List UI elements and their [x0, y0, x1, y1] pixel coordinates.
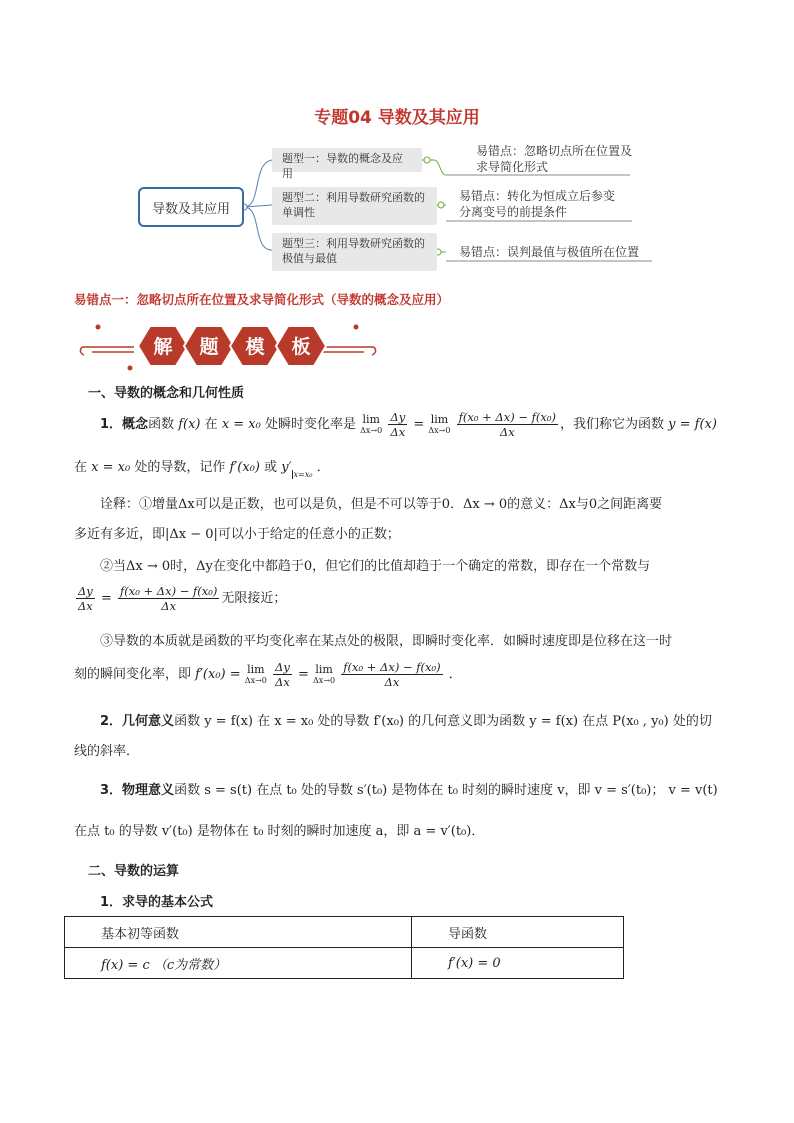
- note-c-limit-1-sub: Δx→0: [244, 675, 267, 685]
- note-c-line1: ③导数的本质就是函数的平均变化率在某点处的极限，即瞬时变化率．如瞬时速度即是位移在这一时: [100, 634, 673, 649]
- table-header-derivative: 导函数: [412, 917, 624, 948]
- fraction-dy: Δy: [390, 410, 406, 424]
- note-b-tail: 无限接近；: [221, 591, 287, 606]
- limit-1-sub: Δx→0: [360, 425, 383, 435]
- template-banner: [78, 318, 378, 374]
- banner-char-4: 板: [291, 336, 311, 358]
- concept-yprime: y′: [281, 460, 292, 475]
- geometry-num: 2．: [100, 714, 123, 729]
- mindmap-topic-2-line2: 单调性: [282, 206, 315, 219]
- note-c-dx: Δx: [275, 675, 290, 689]
- concept-or: 或: [264, 460, 278, 475]
- mindmap-note-1-line2: 求导简化形式: [476, 160, 549, 174]
- physics-text: 函数 s = s(t) 在点 t₀ 处的导数 s′(t₀) 是物体在 t₀ 时刻的瞬时速度 v，即 v = s′(t₀)； v = v(t): [174, 783, 718, 798]
- banner-char-3: 模: [245, 336, 265, 358]
- mindmap-topic-3: [272, 233, 437, 271]
- page-title: 专题04 导数及其应用: [314, 108, 480, 128]
- note-c-fraction-quotient: [341, 660, 442, 689]
- fraction-dy-dx: [388, 410, 407, 439]
- note-c-eq2: =: [297, 667, 309, 682]
- mindmap-note-3: 易错点：误判最值与极值所在位置: [459, 245, 640, 259]
- physics-line-2: 在点 t₀ 的导数 v′(t₀) 是物体在 t₀ 时刻的瞬时加速度 a，即 a = v′(t₀)．: [74, 824, 485, 839]
- concept-fprime: f′(x₀): [229, 460, 260, 475]
- limit-2-sub: Δx→0: [428, 425, 451, 435]
- limit-1: [360, 414, 382, 436]
- concept-t6: 处的导数，记作: [134, 460, 226, 475]
- concept-num: 1．: [100, 417, 123, 432]
- concept-t1: 函数: [148, 417, 175, 432]
- table-row: [65, 948, 624, 979]
- note-c-limit-2-text: lim: [315, 662, 333, 676]
- error-point-heading: 易错点一：忽略切点所在位置及求导简化形式（导数的概念及应用）: [74, 292, 450, 307]
- table-cell-function: f(x) = c （c为常数）: [65, 948, 412, 979]
- geometry-line-2: 线的斜率．: [74, 744, 140, 759]
- note-b-line1: ②当Δx → 0时，Δy在变化中都趋于0，但它们的比值却趋于一个确定的常数，即存在一个常数与: [100, 559, 651, 574]
- note-c-limit-1-text: lim: [247, 662, 265, 676]
- note-a-line1: 诠释：①增量Δx可以是正数，也可以是负，但是不可以等于0．Δx → 0的意义：Δx与0之间距离要: [100, 497, 663, 512]
- note-c-fraction-dy-dx: [273, 660, 292, 689]
- note-c-dy: Δy: [275, 660, 290, 674]
- limit-1-text: lim: [362, 412, 380, 426]
- note-b-eq: =: [100, 591, 112, 606]
- concept-end: ．: [316, 460, 330, 475]
- concept-eval-sub: x=x₀: [293, 470, 313, 479]
- geometry-line-1: [100, 712, 740, 732]
- table-header-function: 基本初等函数: [65, 917, 412, 948]
- mindmap-note-1-line1: 易错点：忽略切点所在位置及: [476, 144, 633, 158]
- mindmap-note-1: [476, 143, 632, 175]
- note-b-fraction-dy-dx: [76, 584, 95, 613]
- note-c-line2: [74, 660, 734, 689]
- concept-x-eq-x0-2: x = x₀: [91, 460, 131, 475]
- concept-t3: 处瞬时变化率是: [265, 417, 357, 432]
- concept-x-eq-x0: x = x₀: [221, 417, 261, 432]
- concept-eq: =: [413, 417, 425, 432]
- mindmap-topic-3-line1: 题型三：利用导数研究函数的: [282, 237, 425, 250]
- note-b-numerator: f(x₀ + Δx) − f(x₀): [120, 584, 218, 598]
- banner-char-2: 题: [199, 336, 219, 358]
- geometry-text: 函数 y = f(x) 在 x = x₀ 处的导数 f′(x₀) 的几何意义即为函数 y = f(x) 在点 P(x₀ , y₀) 处的切: [174, 714, 712, 729]
- physics-label: 物理意义: [122, 783, 175, 798]
- mindmap-topic-1-text: 题型一：导数的概念及应用: [282, 152, 403, 180]
- mindmap-topic-2-line1: 题型二：利用导数研究函数的: [282, 191, 425, 204]
- physics-num: 3．: [100, 783, 123, 798]
- note-c-denominator: Δx: [384, 675, 400, 689]
- mindmap-note-2-line1: 易错点：转化为恒成立后参变: [459, 189, 616, 203]
- section-1-heading: 一、导数的概念和几何性质: [88, 386, 245, 401]
- limit-2: [428, 414, 450, 436]
- fraction-numerator: f(x₀ + Δx) − f(x₀): [458, 410, 556, 424]
- mindmap-note-2-line2: 分离变号的前提条件: [459, 205, 568, 219]
- concept-label: 概念: [122, 417, 149, 432]
- note-c-limit-2: [313, 664, 335, 686]
- concept-t5: 在: [74, 460, 88, 475]
- note-b-line2: [74, 584, 734, 613]
- note-c-end: ．: [448, 667, 462, 682]
- mindmap-note-2: [459, 188, 615, 220]
- note-b-dy: Δy: [78, 584, 93, 598]
- concept-line-1: [100, 410, 730, 439]
- mindmap-topic-2: [272, 187, 437, 225]
- limit-2-text: lim: [430, 412, 449, 426]
- mindmap-root: 导数及其应用: [138, 187, 244, 227]
- concept-t4: ，我们称它为函数: [559, 417, 664, 432]
- table-header-row: [65, 917, 624, 948]
- note-b-fraction-quotient: [118, 584, 219, 613]
- concept-fx: f(x): [178, 417, 201, 432]
- note-c-eq1: =: [229, 667, 241, 682]
- table-cell-derivative: f′(x) = 0: [412, 948, 624, 979]
- fraction-dx: Δx: [390, 425, 406, 439]
- note-b-denominator: Δx: [161, 599, 177, 613]
- derivative-formula-table: [64, 916, 624, 979]
- mindmap-topic-1: [272, 148, 422, 180]
- note-c-head: 刻的瞬间变化率，即: [74, 667, 192, 682]
- banner-char-1: 解: [153, 336, 173, 358]
- note-c-limit-2-sub: Δx→0: [313, 675, 336, 685]
- note-c-fprime: f′(x₀): [195, 667, 226, 682]
- note-b-dx: Δx: [78, 599, 93, 613]
- section-2-heading: 二、导数的运算: [88, 864, 180, 879]
- concept-t2: 在: [204, 417, 218, 432]
- note-c-limit-1: [245, 664, 267, 686]
- concept-y-fx: y = f(x): [668, 417, 717, 432]
- concept-line-2: [74, 458, 734, 485]
- fraction-denominator: Δx: [499, 425, 515, 439]
- geometry-label: 几何意义: [122, 714, 175, 729]
- section-2-subheading: 1．求导的基本公式: [100, 895, 214, 910]
- physics-line-1: [100, 781, 745, 801]
- note-c-numerator: f(x₀ + Δx) − f(x₀): [343, 660, 441, 674]
- mindmap-topic-3-line2: 极值与最值: [282, 252, 337, 265]
- fraction-difference-quotient: [457, 410, 558, 439]
- note-a-line2: 多近有多近，即|Δx − 0|可以小于给定的任意小的正数；: [74, 527, 400, 542]
